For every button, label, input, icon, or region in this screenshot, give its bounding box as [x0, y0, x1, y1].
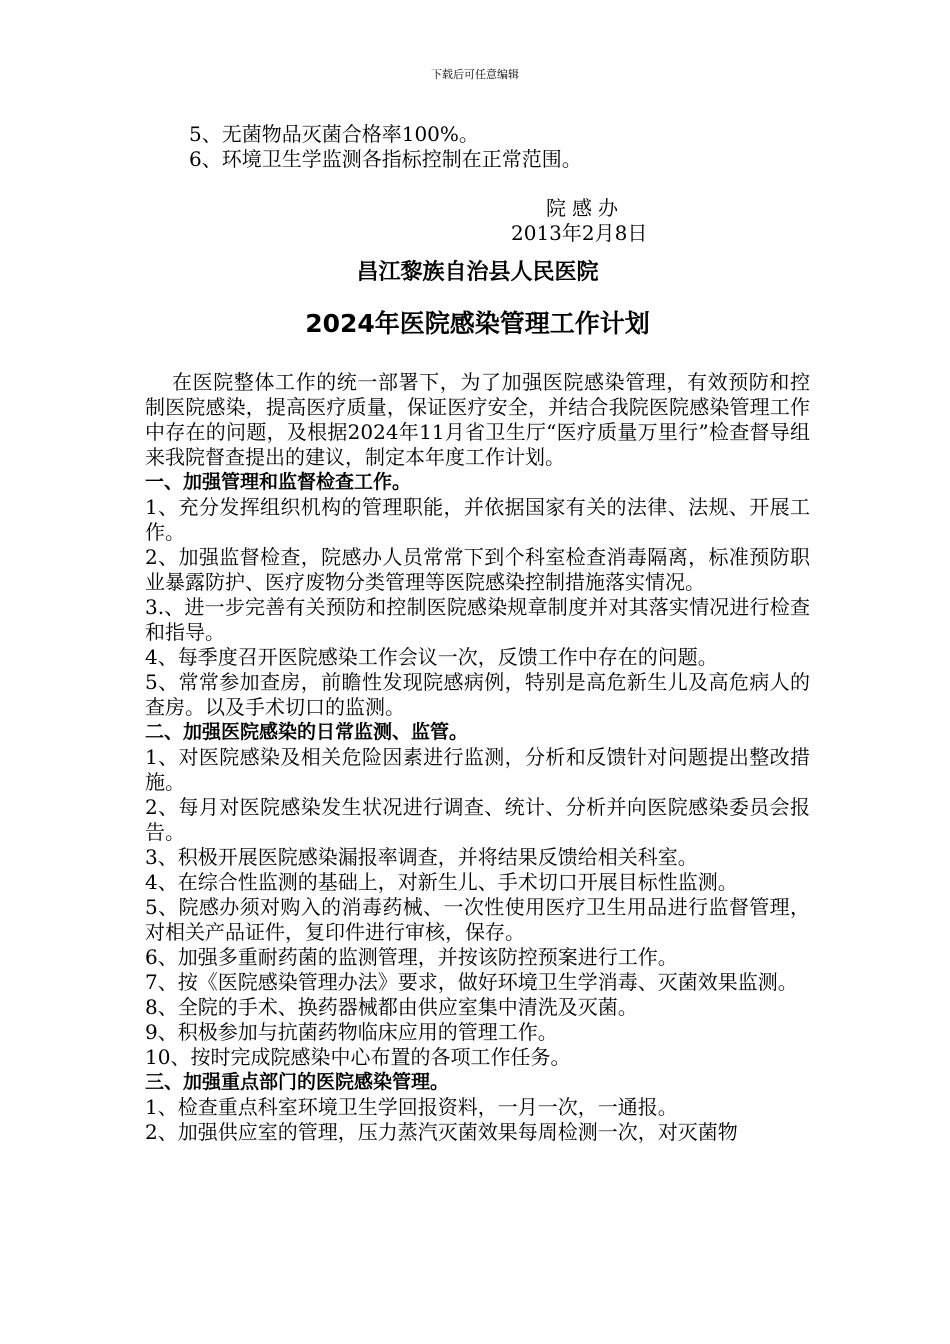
signature-block — [145, 196, 810, 248]
list-item: 1、对医院感染及相关危险因素进行监测，分析和反馈针对问题提出整改措施。 — [145, 745, 810, 794]
intro-paragraph: 在医院整体工作的统一部署下，为了加强医院感染管理，有效预防和控制医院感染，提高医疗质量，保证医疗安全，并结合我院医院感染管理工作中存在的问题，及根据2024年11月省卫生厅“医疗质量万里行”检查督导组来我院督查提出的建议，制定本年度工作计划。 — [145, 370, 810, 469]
section-1 — [145, 470, 810, 720]
list-item: 5、常常参加查房，前瞻性发现院感病例，特别是高危新生儿及高危病人的查房。以及手术切口的监测。 — [145, 670, 810, 719]
document-page — [145, 122, 810, 1145]
signature-office: 院感办 — [546, 196, 624, 220]
list-item: 7、按《医院感染管理办法》要求，做好环境卫生学消毒、灭菌效果监测。 — [145, 970, 798, 994]
header-note: 下载后可任意编辑 — [431, 68, 519, 81]
signature-date: 2013年2月8日 — [511, 221, 648, 245]
list-item: 2、加强监督检查，院感办人员常常下到个科室检查消毒隔离，标准预防职业暴露防护、医疗废物分类管理等医院感染控制措施落实情况。 — [145, 545, 810, 594]
hospital-name: 昌江黎族自治县人民医院 — [356, 260, 599, 285]
top-item: 5、无菌物品灭菌合格率100%。 — [189, 122, 479, 146]
plan-title: 2024年医院感染管理工作计划 — [305, 309, 650, 338]
list-item: 2、每月对医院感染发生状况进行调查、统计、分析并向医院感染委员会报告。 — [145, 795, 810, 844]
list-item: 2、加强供应室的管理，压力蒸汽灭菌效果每周检测一次，对灭菌物 — [145, 1120, 738, 1144]
list-item: 5、院感办须对购入的消毒药械、一次性使用医疗卫生用品进行监督管理，对相关产品证件，复印件进行审核，保存。 — [145, 895, 810, 944]
list-item: 3、积极开展医院感染漏报率调查，并将结果反馈给相关科室。 — [145, 845, 698, 869]
list-item: 1、检查重点科室环境卫生学回报资料，一月一次，一通报。 — [145, 1095, 678, 1119]
top-item: 6、环境卫生学监测各指标控制在正常范围。 — [189, 147, 582, 171]
section-heading: 一、加强管理和监督检查工作。 — [145, 471, 412, 493]
list-item: 10、按时完成院感染中心布置的各项工作任务。 — [145, 1045, 571, 1069]
section-heading: 二、加强医院感染的日常监测、监管。 — [145, 721, 469, 743]
list-item: 4、在综合性监测的基础上，对新生儿、手术切口开展目标性监测。 — [145, 870, 738, 894]
list-item: 9、积极参加与抗菌药物临床应用的管理工作。 — [145, 1020, 558, 1044]
section-heading: 三、加强重点部门的医院感染管理。 — [145, 1071, 450, 1093]
list-item: 3.、进一步完善有关预防和控制医院感染规章制度并对其落实情况进行检查和指导。 — [145, 595, 810, 644]
list-item: 6、加强多重耐药菌的监测管理，并按该防控预案进行工作。 — [145, 945, 678, 969]
list-item: 8、全院的手术、换药器械都由供应室集中清洗及灭菌。 — [145, 995, 638, 1019]
list-item: 4、每季度召开医院感染工作会议一次，反馈工作中存在的问题。 — [145, 645, 718, 669]
list-item: 1、充分发挥组织机构的管理职能，并依据国家有关的法律、法规、开展工作。 — [145, 495, 810, 544]
section-2 — [145, 720, 810, 1070]
section-3 — [145, 1070, 810, 1145]
